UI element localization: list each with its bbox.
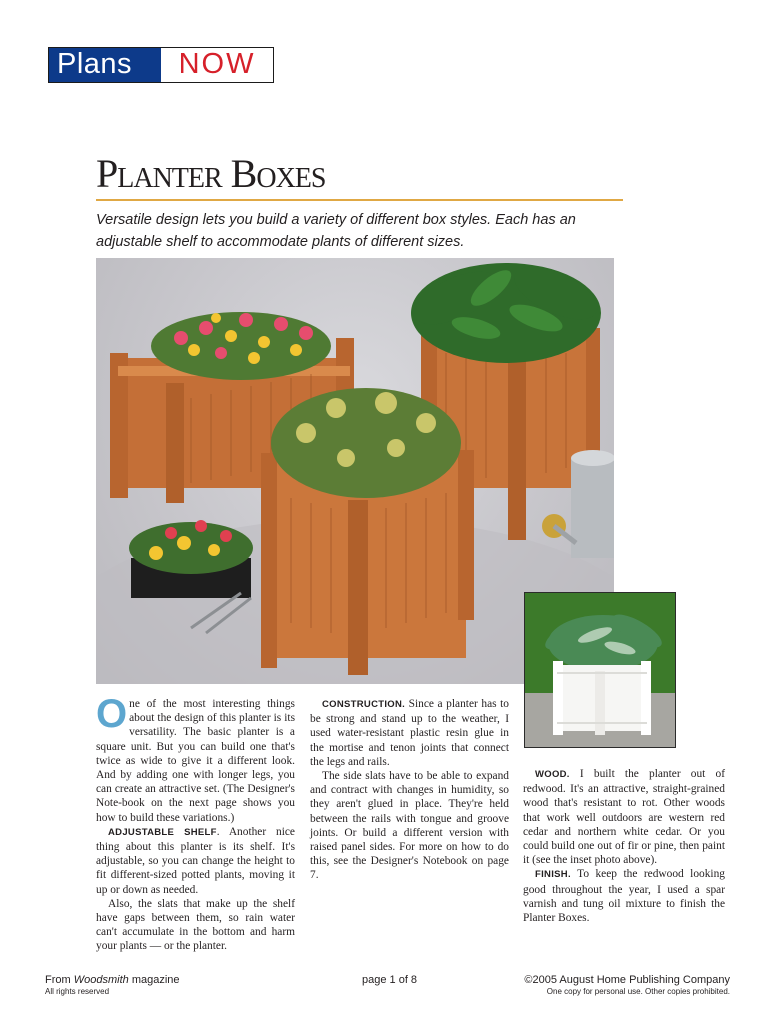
finish-heading: FINISH. [535, 869, 571, 881]
side-slats-paragraph: The side slats have to be able to expand and contract with changes in humidity, so they aren't glued in place. They're held between the rails with tongue and groove joints. Or build a different version with raised panel sides. For more on how to do this, see the Designer's Notebook on page 7. [310, 770, 509, 882]
body-column-1 [96, 692, 295, 954]
plans-now-logo [48, 47, 274, 83]
construction-text: Since a planter has to be strong and stand up to the weather, I used water-resistant plastic resin glue in the mortise and tenon joints that connect the legs and rails. [310, 698, 509, 768]
slats-paragraph: Also, the slats that make up the shelf have gaps between them, so rain water can't accumulate in the bottom and harm your plants — or the planter. [96, 897, 295, 953]
inset-photo [524, 592, 676, 748]
page-subtitle: Versatile design lets you build a variety of different box styles. Each has an adjustable shelf to accommodate plants of different sizes. [96, 212, 576, 250]
page-number: page 1 of 8 [362, 974, 418, 986]
finish-text: To keep the redwood looking good throughout the year, I used a spar varnish and tung oil mixture to finish the Planter Boxes. [523, 868, 725, 925]
construction-heading: CONSTRUCTION. [322, 699, 406, 710]
logo-now: NOW [178, 48, 256, 80]
copyright-text: ©2005 August Home Publishing Company [524, 974, 730, 986]
wood-text: I built the planter out of redwood. It's an attractive, straight-grained wood that's resistant to rot. Other woods that work well outdoors are western red cedar and northern white cedar. Or you could build one out of fir or pine, then paint it (see the inset photo above). [523, 768, 725, 867]
intro-paragraph: ne of the most interesting things about the design of this planter is its versatility. The basic planter is a square unit. But you can build one that's twice as wide to give it a different look. And by adding one with longer legs, you can create an attractive set. (The Designer's Note-book on the next page shows you how to build these variations.) [96, 698, 295, 824]
footer-rights: All rights reserved [45, 987, 110, 996]
body-column-3 [523, 767, 725, 925]
wood-heading: WOOD. [535, 769, 570, 780]
square-planter [261, 388, 474, 675]
logo-plans: Plans [49, 48, 161, 82]
footer-source [45, 974, 180, 996]
page-title: Planter Boxes [96, 151, 326, 196]
footer-copyright [524, 974, 730, 996]
body-column-2-content [310, 697, 509, 883]
drop-cap: O [96, 692, 128, 736]
footer-magazine-name: Woodsmith [73, 974, 129, 986]
flower-flat [129, 520, 253, 598]
copy-note: One copy for personal use. Other copies prohibited. [546, 987, 730, 996]
footer-magazine: magazine [128, 974, 180, 986]
title-rule [96, 199, 623, 201]
adjustable-shelf-heading: ADJUSTABLE SHELF [108, 826, 217, 838]
footer-from: From [45, 974, 74, 986]
adjustable-shelf-text: . Another nice thing about this planter is its shelf. It's adjustable, so you can change the height to fit different-sized potted plants, moving it up or down as needed. [96, 825, 295, 896]
